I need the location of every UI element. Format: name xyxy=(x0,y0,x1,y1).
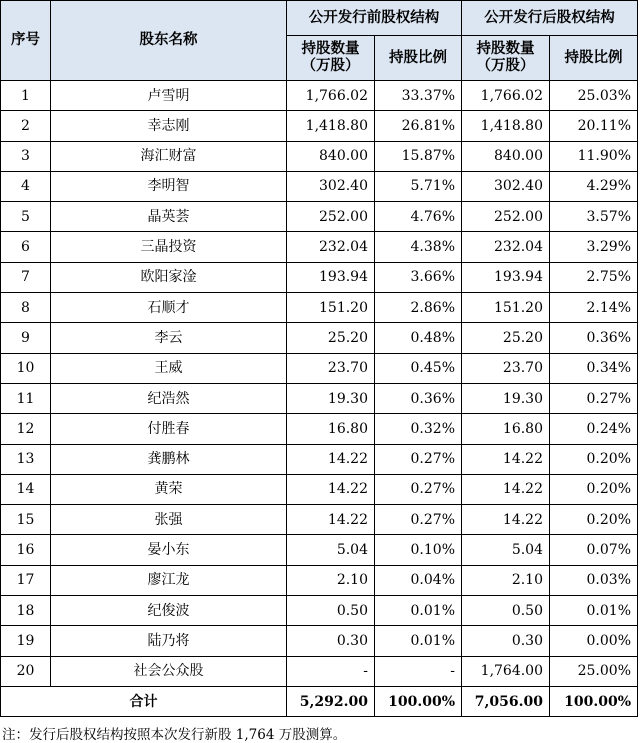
cell-before-ratio: - xyxy=(375,656,462,686)
cell-after-ratio: 0.24% xyxy=(550,414,638,444)
cell-before-shares: 0.50 xyxy=(287,596,375,626)
table-row xyxy=(1,444,638,474)
cell-before-ratio: 0.27% xyxy=(375,474,462,504)
cell-seq: 12 xyxy=(1,414,51,444)
total-after-shares: 7,056.00 xyxy=(462,686,550,716)
cell-after-shares: 252.00 xyxy=(462,202,550,232)
cell-after-shares: 5.04 xyxy=(462,535,550,565)
total-row xyxy=(1,686,638,716)
cell-after-shares: 23.70 xyxy=(462,353,550,383)
cell-seq: 17 xyxy=(1,565,51,595)
cell-after-shares: 0.50 xyxy=(462,596,550,626)
header-name: 股东名称 xyxy=(51,1,287,81)
cell-after-ratio: 2.14% xyxy=(550,293,638,323)
cell-name: 陆乃将 xyxy=(51,626,287,656)
cell-name: 王威 xyxy=(51,353,287,383)
cell-before-shares: 14.22 xyxy=(287,474,375,504)
cell-seq: 4 xyxy=(1,171,51,201)
cell-after-ratio: 0.20% xyxy=(550,505,638,535)
table-row xyxy=(1,505,638,535)
table-row xyxy=(1,383,638,413)
header-seq: 序号 xyxy=(1,1,51,81)
cell-after-shares: 25.20 xyxy=(462,323,550,353)
table-row xyxy=(1,323,638,353)
cell-after-ratio: 0.34% xyxy=(550,353,638,383)
cell-seq: 19 xyxy=(1,626,51,656)
cell-name: 晏小东 xyxy=(51,535,287,565)
header-after-shares xyxy=(462,36,550,81)
cell-after-ratio: 25.00% xyxy=(550,656,638,686)
cell-before-ratio: 0.48% xyxy=(375,323,462,353)
cell-before-shares: 1,418.80 xyxy=(287,111,375,141)
cell-before-ratio: 33.37% xyxy=(375,81,462,111)
cell-after-shares: 1,418.80 xyxy=(462,111,550,141)
table-row xyxy=(1,474,638,504)
cell-name: 晶英荟 xyxy=(51,202,287,232)
cell-before-shares: 23.70 xyxy=(287,353,375,383)
table-row xyxy=(1,111,638,141)
cell-seq: 15 xyxy=(1,505,51,535)
cell-before-shares: 232.04 xyxy=(287,232,375,262)
cell-after-ratio: 0.00% xyxy=(550,626,638,656)
cell-before-shares: 1,766.02 xyxy=(287,81,375,111)
cell-name: 社会公众股 xyxy=(51,656,287,686)
cell-before-shares: 19.30 xyxy=(287,383,375,413)
header-before-shares xyxy=(287,36,375,81)
cell-after-shares: 1,766.02 xyxy=(462,81,550,111)
header-shares-line2: （万股） xyxy=(476,58,535,74)
cell-before-ratio: 3.66% xyxy=(375,262,462,292)
cell-before-shares: 252.00 xyxy=(287,202,375,232)
cell-before-ratio: 0.45% xyxy=(375,353,462,383)
cell-after-ratio: 0.20% xyxy=(550,474,638,504)
table-row xyxy=(1,202,638,232)
table-row xyxy=(1,232,638,262)
cell-before-shares: 5.04 xyxy=(287,535,375,565)
cell-before-ratio: 0.04% xyxy=(375,565,462,595)
cell-before-shares: 14.22 xyxy=(287,505,375,535)
cell-after-shares: 840.00 xyxy=(462,141,550,171)
table-body xyxy=(1,81,638,687)
cell-seq: 11 xyxy=(1,383,51,413)
cell-name: 幸志刚 xyxy=(51,111,287,141)
cell-seq: 13 xyxy=(1,444,51,474)
cell-before-shares: 193.94 xyxy=(287,262,375,292)
table-row xyxy=(1,626,638,656)
cell-before-ratio: 0.01% xyxy=(375,596,462,626)
cell-seq: 7 xyxy=(1,262,51,292)
cell-name: 张强 xyxy=(51,505,287,535)
table-row xyxy=(1,596,638,626)
cell-before-shares: - xyxy=(287,656,375,686)
cell-name: 李明智 xyxy=(51,171,287,201)
cell-after-shares: 19.30 xyxy=(462,383,550,413)
cell-before-shares: 2.10 xyxy=(287,565,375,595)
cell-before-shares: 840.00 xyxy=(287,141,375,171)
table-row xyxy=(1,414,638,444)
cell-after-ratio: 11.90% xyxy=(550,141,638,171)
cell-seq: 20 xyxy=(1,656,51,686)
cell-seq: 16 xyxy=(1,535,51,565)
cell-name: 李云 xyxy=(51,323,287,353)
cell-after-ratio: 3.29% xyxy=(550,232,638,262)
header-before-group: 公开发行前股权结构 xyxy=(287,1,462,36)
cell-before-shares: 25.20 xyxy=(287,323,375,353)
cell-before-ratio: 0.10% xyxy=(375,535,462,565)
header-shares-line2: （万股） xyxy=(301,58,360,74)
table-row xyxy=(1,293,638,323)
cell-seq: 18 xyxy=(1,596,51,626)
header-after-group: 公开发行后股权结构 xyxy=(462,1,638,36)
cell-after-ratio: 3.57% xyxy=(550,202,638,232)
cell-after-shares: 14.22 xyxy=(462,474,550,504)
cell-before-ratio: 5.71% xyxy=(375,171,462,201)
cell-name: 龚鹏林 xyxy=(51,444,287,474)
cell-after-ratio: 0.20% xyxy=(550,444,638,474)
cell-name: 纪浩然 xyxy=(51,383,287,413)
cell-seq: 1 xyxy=(1,81,51,111)
cell-before-ratio: 4.76% xyxy=(375,202,462,232)
cell-seq: 9 xyxy=(1,323,51,353)
total-before-shares: 5,292.00 xyxy=(287,686,375,716)
cell-seq: 8 xyxy=(1,293,51,323)
cell-after-shares: 16.80 xyxy=(462,414,550,444)
cell-before-ratio: 0.36% xyxy=(375,383,462,413)
total-label: 合计 xyxy=(1,686,287,716)
cell-after-shares: 14.22 xyxy=(462,444,550,474)
cell-before-shares: 0.30 xyxy=(287,626,375,656)
table-row xyxy=(1,535,638,565)
total-before-ratio: 100.00% xyxy=(375,686,462,716)
cell-name: 付胜春 xyxy=(51,414,287,444)
cell-after-ratio: 0.27% xyxy=(550,383,638,413)
table-row xyxy=(1,565,638,595)
cell-before-ratio: 0.01% xyxy=(375,626,462,656)
cell-after-ratio: 0.03% xyxy=(550,565,638,595)
cell-before-ratio: 4.38% xyxy=(375,232,462,262)
table-note: 注：发行后股权结构按照本次发行新股 1,764 万股测算。 xyxy=(2,727,347,743)
cell-name: 纪俊波 xyxy=(51,596,287,626)
table-row xyxy=(1,656,638,686)
cell-before-shares: 151.20 xyxy=(287,293,375,323)
cell-seq: 5 xyxy=(1,202,51,232)
header-shares-line1: 持股数量 xyxy=(301,41,360,58)
cell-seq: 2 xyxy=(1,111,51,141)
cell-after-ratio: 4.29% xyxy=(550,171,638,201)
cell-before-ratio: 0.27% xyxy=(375,505,462,535)
cell-name: 卢雪明 xyxy=(51,81,287,111)
table-row xyxy=(1,81,638,111)
table-row xyxy=(1,353,638,383)
header-row-group xyxy=(1,1,638,36)
table-row xyxy=(1,171,638,201)
cell-before-ratio: 0.32% xyxy=(375,414,462,444)
cell-after-shares: 151.20 xyxy=(462,293,550,323)
cell-after-ratio: 0.07% xyxy=(550,535,638,565)
cell-after-ratio: 0.36% xyxy=(550,323,638,353)
cell-before-shares: 302.40 xyxy=(287,171,375,201)
cell-name: 三晶投资 xyxy=(51,232,287,262)
cell-after-ratio: 25.03% xyxy=(550,81,638,111)
cell-after-shares: 302.40 xyxy=(462,171,550,201)
cell-seq: 14 xyxy=(1,474,51,504)
cell-after-shares: 14.22 xyxy=(462,505,550,535)
cell-seq: 6 xyxy=(1,232,51,262)
header-after-ratio: 持股比例 xyxy=(550,36,638,81)
table-row xyxy=(1,262,638,292)
cell-after-shares: 1,764.00 xyxy=(462,656,550,686)
cell-before-shares: 16.80 xyxy=(287,414,375,444)
cell-after-ratio: 2.75% xyxy=(550,262,638,292)
total-after-ratio: 100.00% xyxy=(550,686,638,716)
cell-before-ratio: 26.81% xyxy=(375,111,462,141)
header-before-ratio: 持股比例 xyxy=(375,36,462,81)
cell-before-ratio: 0.27% xyxy=(375,444,462,474)
cell-before-shares: 14.22 xyxy=(287,444,375,474)
cell-name: 欧阳家淦 xyxy=(51,262,287,292)
cell-name: 廖江龙 xyxy=(51,565,287,595)
cell-after-shares: 193.94 xyxy=(462,262,550,292)
cell-after-shares: 2.10 xyxy=(462,565,550,595)
cell-after-shares: 0.30 xyxy=(462,626,550,656)
cell-name: 黄荣 xyxy=(51,474,287,504)
cell-after-ratio: 20.11% xyxy=(550,111,638,141)
cell-seq: 3 xyxy=(1,141,51,171)
cell-before-ratio: 2.86% xyxy=(375,293,462,323)
cell-after-ratio: 0.01% xyxy=(550,596,638,626)
header-shares-line1: 持股数量 xyxy=(476,41,535,58)
cell-name: 海汇财富 xyxy=(51,141,287,171)
cell-name: 石顺才 xyxy=(51,293,287,323)
cell-after-shares: 232.04 xyxy=(462,232,550,262)
table-row xyxy=(1,141,638,171)
cell-before-ratio: 15.87% xyxy=(375,141,462,171)
cell-seq: 10 xyxy=(1,353,51,383)
